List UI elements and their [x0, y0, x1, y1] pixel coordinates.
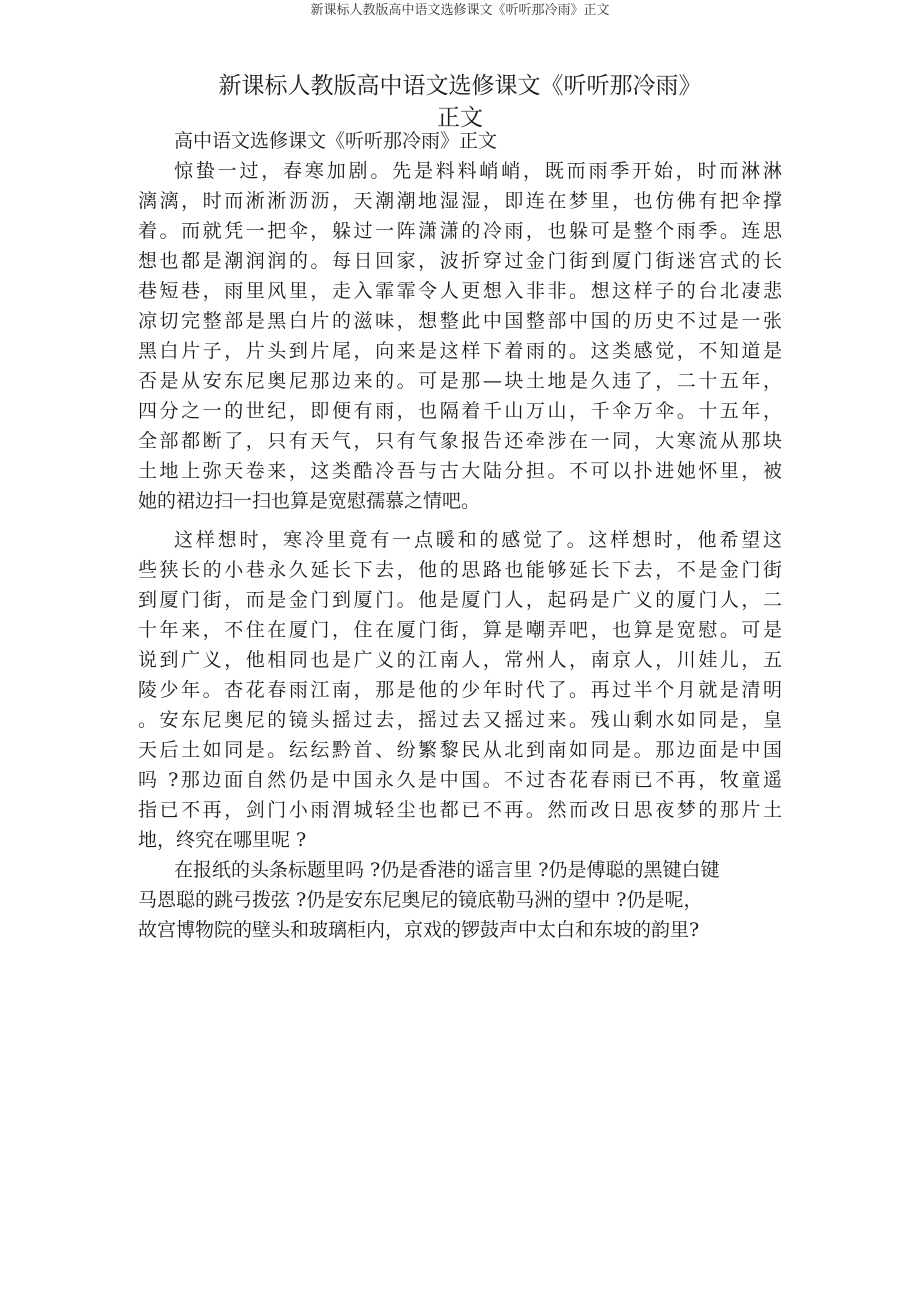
text-line: 在报纸的头条标题里吗 ?仍是香港的谣言里 ?仍是傅聪的黑键白键 [174, 859, 720, 881]
text-line: 。安东尼奥尼的镜头摇过去，摇过去又摇过来。残山剩水如同是，皇 [138, 709, 782, 731]
text-line: 说到广义，他相同也是广义的江南人，常州人，南京人，川娃儿，五 [138, 649, 782, 671]
text-line: 土地上弥天卷来，这类酷冷吾与古大陆分担。不可以扑进她怀里，被 [138, 460, 782, 482]
text-line: 到厦门街，而是金门到厦门。他是厦门人，起码是广义的厦门人，二 [138, 589, 782, 611]
text-line: 指已不再，剑门小雨渭城轻尘也都已不再。然而改日思夜梦的那片土 [138, 799, 782, 821]
title-block [140, 70, 780, 134]
text-line: 地，终究在哪里呢 ? [138, 829, 307, 851]
running-header: 新课标人教版高中语文选修课文《听听那冷雨》正文 [310, 3, 610, 18]
text-line: 想也都是潮润润的。每日回家，波折穿过金门街到厦门街迷宫式的长 [138, 250, 782, 272]
text-line: 天后土如同是。纭纭黔首、纷繁黎民从北到南如同是。那边面是中国 [138, 739, 782, 761]
text-line: 故宫博物院的壁头和玻璃柜内，京戏的锣鼓声中太白和东坡的韵里? [138, 919, 700, 941]
document-body [138, 126, 782, 945]
text-line: 她的裙边扫一扫也算是宽慰孺慕之情吧。 [138, 490, 481, 512]
text-line: 否是从安东尼奥尼那边来的。可是那—块土地是久违了，二十五年， [138, 370, 782, 392]
text-line: 巷短巷，雨里风里，走入霏霏令人更想入非非。想这样子的台北凄悲 [138, 280, 782, 302]
text-line: 凉切完整部是黑白片的滋味，想整此中国整部中国的历史不过是一张 [138, 310, 782, 332]
text-line: 全部都断了，只有天气，只有气象报告还牵涉在一同，大寒流从那块 [138, 430, 782, 452]
text-line: 十年来，不住在厦门，住在厦门街，算是嘲弄吧，也算是宽慰。可是 [138, 619, 782, 641]
paragraph-3 [138, 855, 782, 945]
text-line: 马恩聪的跳弓拨弦 ?仍是安东尼奥尼的镜底勒马洲的望中 ?仍是呢， [138, 889, 703, 911]
text-line: 些狭长的小巷永久延长下去，他的思路也能够延长下去，不是金门街 [138, 559, 782, 581]
document-title-continued: 正文 [437, 105, 483, 131]
text-line: 黑白片子，片头到片尾，向来是这样下着雨的。这类感觉，不知道是 [138, 340, 782, 362]
text-line: 四分之一的世纪，即便有雨，也隔着千山万山，千伞万伞。十五年， [138, 400, 782, 422]
document-title: 新课标人教版高中语文选修课文《听听那冷雨》 [218, 73, 702, 99]
text-line: 吗 ?那边面自然仍是中国永久是中国。不过杏花春雨已不再，牧童遥 [138, 769, 782, 791]
text-line: 惊蛰一过，春寒加剧。先是料料峭峭，既而雨季开始，时而淋淋 [174, 160, 782, 182]
paragraph-2 [138, 525, 782, 855]
text-line: 这样想时，寒冷里竟有一点暖和的感觉了。这样想时，他希望这 [174, 529, 782, 551]
text-line: 陵少年。杏花春雨江南，那是他的少年时代了。再过半个月就是清明 [138, 679, 782, 701]
text-line: 漓漓，时而淅淅沥沥，天潮潮地湿湿，即连在梦里，也仿佛有把伞撑 [138, 190, 782, 212]
text-line: 着。而就凭一把伞，躲过一阵潇潇的冷雨，也躲可是整个雨季。连思 [138, 220, 782, 242]
paragraph-1 [138, 156, 782, 516]
subtitle: 高中语文选修课文《听听那冷雨》正文 [174, 130, 498, 152]
